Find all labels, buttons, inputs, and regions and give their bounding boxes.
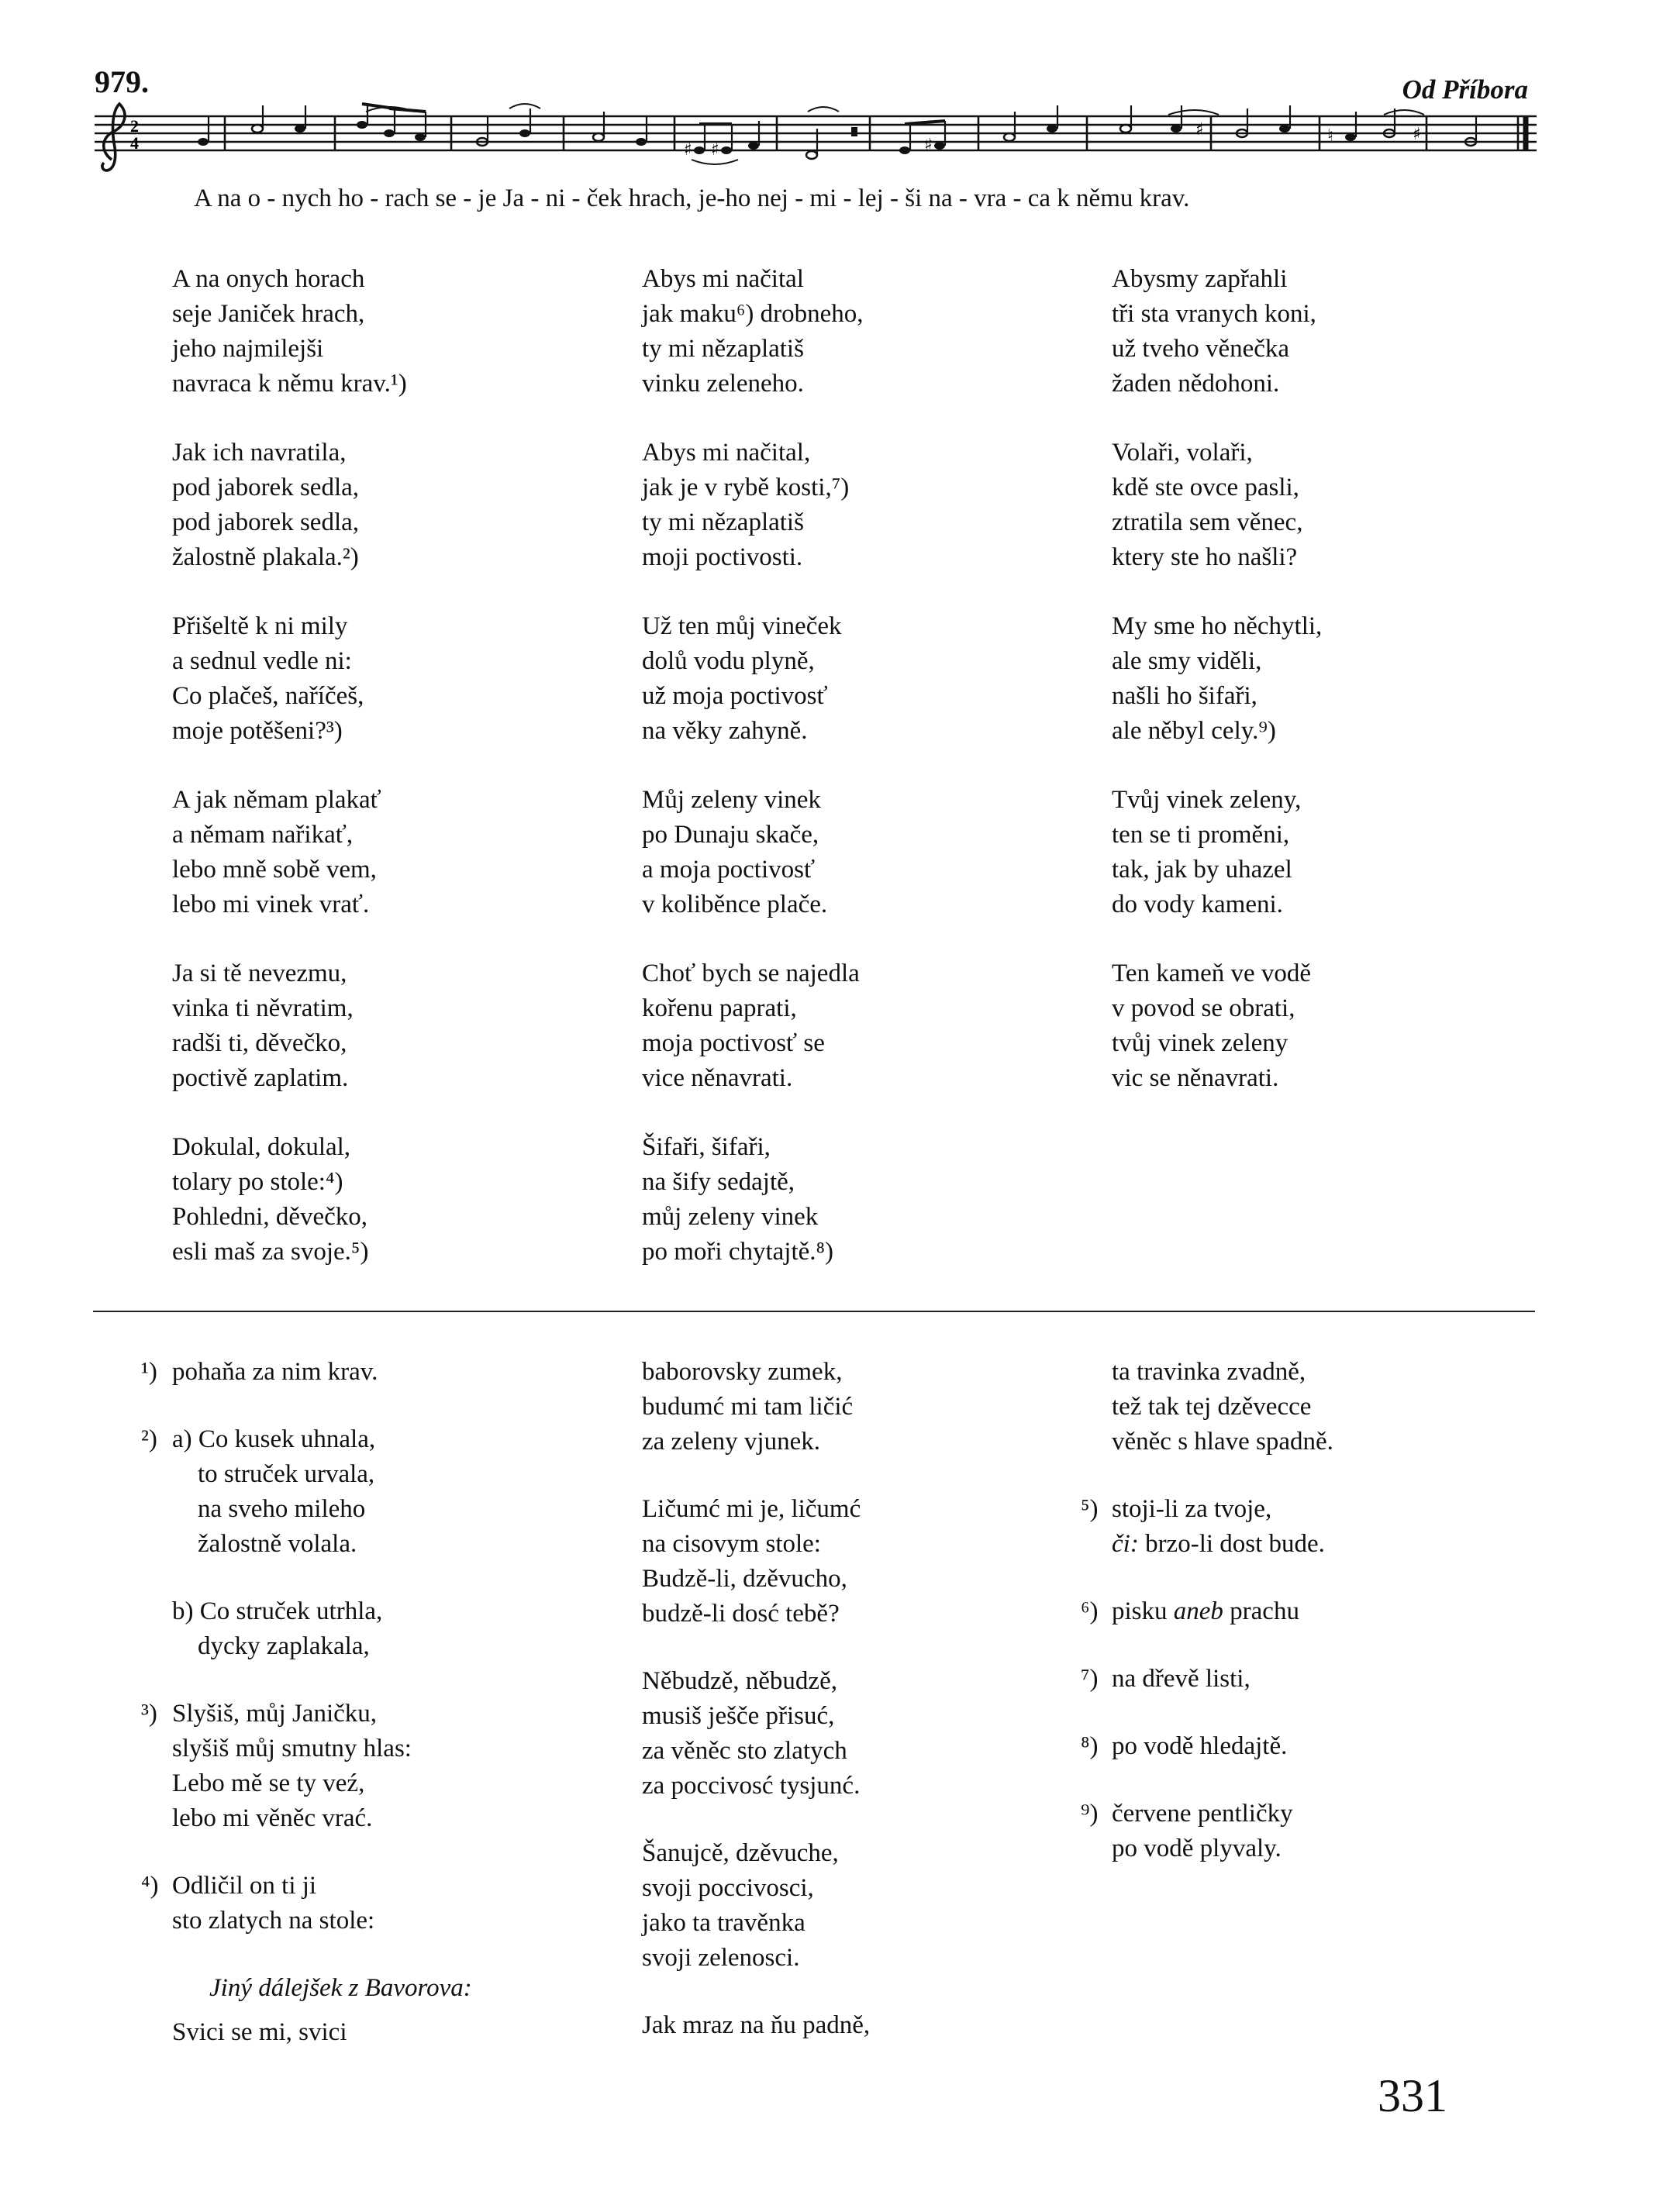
stanza bbox=[642, 262, 864, 401]
stanza bbox=[172, 956, 407, 1096]
text-line: za zeleny vjunek. bbox=[642, 1428, 820, 1456]
stanza bbox=[1112, 956, 1322, 1096]
text-line: slyšiš můj smutny hlas: bbox=[172, 1735, 412, 1762]
text-line: Už ten můj vineček bbox=[642, 612, 842, 640]
stanza bbox=[1112, 609, 1322, 749]
text-line bbox=[1112, 1594, 1333, 1629]
text-line: žaden nědohoni. bbox=[1112, 370, 1280, 398]
text-line: My sme ho něchytli, bbox=[1112, 612, 1323, 640]
text-line: jako ta travěnka bbox=[642, 1909, 806, 1937]
stanza bbox=[172, 436, 407, 575]
text-line: Odličil on ti ji bbox=[172, 1872, 317, 1900]
footnote-marker: ³) bbox=[141, 1700, 157, 1728]
text-line: pod jaborek sedla, bbox=[172, 508, 360, 536]
text-line: na sveho mileho bbox=[172, 1495, 366, 1523]
page-number: 331 bbox=[1378, 2070, 1447, 2121]
footnote-verse bbox=[642, 1355, 870, 1459]
footnote-marker: ⁸) bbox=[1081, 1732, 1099, 1760]
text-line: žalostně plakala.²) bbox=[172, 543, 359, 571]
svg-text:♯: ♯ bbox=[684, 140, 692, 160]
footnote bbox=[1081, 1594, 1333, 1629]
footnote-verse bbox=[642, 2008, 870, 2043]
text-line: radši ti, děvečko, bbox=[172, 1029, 347, 1057]
text-line: Jiný dálejšek z Bavorova: bbox=[209, 1974, 472, 2002]
footnote bbox=[1081, 1492, 1333, 1562]
text-line: Ten kameň ve vodě bbox=[1112, 960, 1312, 987]
text-line: baborovsky zumek, bbox=[642, 1358, 843, 1386]
stanza bbox=[1112, 436, 1322, 575]
treble-clef-icon bbox=[102, 104, 125, 171]
text-line: budumć mi tam ličić bbox=[642, 1393, 854, 1421]
text-line: svoji zelenosci. bbox=[642, 1944, 800, 1972]
text-line: Lebo mě se ty veź, bbox=[172, 1769, 365, 1797]
text-line: Ja si tě nevezmu, bbox=[172, 960, 347, 987]
svg-text:2: 2 bbox=[130, 116, 139, 136]
text-line: sto zlatych na stole: bbox=[172, 1907, 375, 1935]
footnote-verse bbox=[642, 1836, 870, 1976]
text-line: a) Co kusek uhnala, bbox=[172, 1425, 376, 1453]
stanza bbox=[642, 436, 864, 575]
text-line: v povod se obrati, bbox=[1112, 994, 1295, 1022]
stanza bbox=[1112, 262, 1322, 401]
text-line: budzě-li dosć tebě? bbox=[642, 1600, 840, 1628]
text-line: poctivě zaplatim. bbox=[172, 1064, 349, 1092]
stanza bbox=[172, 609, 407, 749]
text-line: už tveho věnečka bbox=[1112, 335, 1290, 363]
footnote-subheading-block bbox=[172, 1971, 472, 2050]
text-line: vice něnavrati. bbox=[642, 1064, 793, 1092]
text-line: Můj zeleny vinek bbox=[642, 786, 821, 814]
text-line: ale smy viděli, bbox=[1112, 647, 1262, 675]
text-line: Něbudzě, něbudzě, bbox=[642, 1667, 837, 1695]
footnote-column-2 bbox=[642, 1355, 870, 2076]
footnote-marker: ⁷) bbox=[1081, 1665, 1099, 1693]
footnote bbox=[172, 1594, 472, 1664]
text-line: Abysmy zapřahli bbox=[1112, 265, 1288, 293]
text-line: Pohledni, děvečko, bbox=[172, 1203, 368, 1231]
text-line: na šify sedajtě, bbox=[642, 1168, 795, 1196]
text-line: po vodě hledajtě. bbox=[1112, 1732, 1288, 1760]
text-line: ztratila sem věnec, bbox=[1112, 508, 1303, 536]
text: brzo-li dost bude. bbox=[1138, 1530, 1325, 1558]
text-line: za poccivosć tysjunć. bbox=[642, 1772, 861, 1800]
text-line: Volaři, volaři, bbox=[1112, 439, 1253, 467]
text-line: Dokulal, dokulal, bbox=[172, 1133, 351, 1161]
text-line: lebo mi vinek vrať. bbox=[172, 891, 370, 918]
text-line: v koliběnce plače. bbox=[642, 891, 828, 918]
footnote-verse bbox=[642, 1664, 870, 1804]
text: pisku bbox=[1112, 1597, 1174, 1625]
text-line: Přišeltě k ni mily bbox=[172, 612, 348, 640]
text-line: Šifaři, šifaři, bbox=[642, 1133, 771, 1161]
stanza-column-3 bbox=[1112, 262, 1322, 1130]
text-line: moje potěšeni?³) bbox=[172, 717, 343, 745]
text-line: stoji-li za tvoje, bbox=[1112, 1495, 1272, 1523]
text-line: seje Janiček hrach, bbox=[172, 300, 365, 328]
footnote-marker: ⁶) bbox=[1081, 1597, 1099, 1625]
text-line: po moři chytajtě.⁸) bbox=[642, 1238, 834, 1266]
text-line: na dřevě listi, bbox=[1112, 1665, 1251, 1693]
text-line: pohaňa za nim krav. bbox=[172, 1358, 378, 1386]
text-line: Ličumć mi je, ličumć bbox=[642, 1495, 861, 1523]
text-line: tolary po stole:⁴) bbox=[172, 1168, 343, 1196]
text-line: ktery ste ho našli? bbox=[1112, 543, 1298, 571]
text-line: vinku zeleneho. bbox=[642, 370, 804, 398]
footnote-marker: ¹) bbox=[141, 1358, 157, 1386]
stanza bbox=[172, 262, 407, 401]
song-number: 979. bbox=[95, 64, 149, 99]
text-line: A jak němam plakať bbox=[172, 786, 381, 814]
text-line: ty mi nězaplatiš bbox=[642, 508, 804, 536]
stanza bbox=[642, 1130, 864, 1270]
text-line: musiš ješče přisuć, bbox=[642, 1702, 835, 1730]
text-line: na cisovym stole: bbox=[642, 1530, 821, 1558]
text-line: Co plačeš, naříčeš, bbox=[172, 682, 364, 710]
footnote bbox=[1112, 1355, 1333, 1459]
melody-lyric-line: A na o - nych ho - rach se - je Ja - ni - ček hrach, je-ho nej - mi - lej - ši na - vra - ca k němu krav. bbox=[194, 184, 1190, 212]
footnote bbox=[141, 1355, 472, 1390]
text-line: lebo mi věněc vrać. bbox=[172, 1804, 373, 1832]
text-line: Abys mi načital, bbox=[642, 439, 811, 467]
text-line: Choť bych se najedla bbox=[642, 960, 860, 987]
text-line: Tvůj vinek zeleny, bbox=[1112, 786, 1302, 814]
song-origin: Od Příbora bbox=[1402, 74, 1528, 105]
footnote-marker: ⁴) bbox=[141, 1872, 159, 1900]
footnote bbox=[1081, 1662, 1333, 1697]
svg-text:♮: ♮ bbox=[1327, 126, 1333, 146]
text-line: kořenu paprati, bbox=[642, 994, 797, 1022]
text-line: žalostně volala. bbox=[172, 1530, 357, 1558]
footnote bbox=[141, 1422, 472, 1562]
text-line: tři sta vranych koni, bbox=[1112, 300, 1316, 328]
svg-text:♯: ♯ bbox=[924, 136, 933, 155]
text-line: esli maš za svoje.⁵) bbox=[172, 1238, 369, 1266]
text-line: tež tak tej dzěvecce bbox=[1112, 1393, 1312, 1421]
text-line: jak je v rybě kosti,⁷) bbox=[642, 474, 850, 501]
footnote-marker: ⁵) bbox=[1081, 1495, 1099, 1523]
music-staff bbox=[95, 101, 1537, 178]
text-line: jeho najmilejši bbox=[172, 335, 324, 363]
italic-text: či: bbox=[1112, 1530, 1139, 1558]
text-line: za věněc sto zlatych bbox=[642, 1737, 847, 1765]
text-line: ta travinka zvadně, bbox=[1112, 1358, 1306, 1386]
text-line: našli ho šifaři, bbox=[1112, 682, 1257, 710]
text-line: na věky zahyně. bbox=[642, 717, 808, 745]
stanza bbox=[172, 783, 407, 922]
text-line: Jak ich navratila, bbox=[172, 439, 347, 467]
text-line: ten se ti proměni, bbox=[1112, 821, 1290, 849]
text-line bbox=[1112, 1527, 1333, 1562]
stanza-column-2 bbox=[642, 262, 864, 1304]
stanza bbox=[1112, 783, 1322, 922]
text-line: Jak mraz na ňu padně, bbox=[642, 2011, 871, 2039]
footnote bbox=[1081, 1797, 1333, 1866]
footnote-divider bbox=[93, 1311, 1535, 1312]
text: prachu bbox=[1223, 1597, 1299, 1625]
stanza bbox=[642, 783, 864, 922]
text-line: ale něbyl cely.⁹) bbox=[1112, 717, 1276, 745]
stanza bbox=[172, 1130, 407, 1270]
text-line: dolů vodu plyně, bbox=[642, 647, 815, 675]
text-line: A na onych horach bbox=[172, 265, 365, 293]
text-line: Svici se mi, svici bbox=[172, 2018, 347, 2046]
text-line: Budzě-li, dzěvucho, bbox=[642, 1565, 847, 1593]
text-line: tak, jak by uhazel bbox=[1112, 856, 1292, 884]
text-line: Slyšiš, můj Janičku, bbox=[172, 1700, 378, 1728]
text-line: věněc s hlave spadně. bbox=[1112, 1428, 1333, 1456]
stanza-column-1 bbox=[172, 262, 407, 1304]
svg-text:♯: ♯ bbox=[1195, 120, 1204, 140]
stanza bbox=[642, 609, 864, 749]
svg-text:4: 4 bbox=[130, 133, 139, 153]
text-line: lebo mně sobě vem, bbox=[172, 856, 377, 884]
text-line: to struček urvala, bbox=[172, 1460, 375, 1488]
text-line: Šanujcě, dzěvuche, bbox=[642, 1839, 839, 1867]
footnote-column-1 bbox=[141, 1355, 472, 2083]
italic-text: aneb bbox=[1173, 1597, 1223, 1625]
text-line: tvůj vinek zeleny bbox=[1112, 1029, 1288, 1057]
text-line: kdě ste ovce pasli, bbox=[1112, 474, 1299, 501]
footnote-marker: ⁹) bbox=[1081, 1800, 1099, 1828]
text-line: červene pentličky bbox=[1112, 1800, 1293, 1828]
text-line: do vody kameni. bbox=[1112, 891, 1283, 918]
text-line: po vodě plyvaly. bbox=[1112, 1835, 1282, 1862]
text-line: a němam nařikať, bbox=[172, 821, 354, 849]
footnote-column-3 bbox=[1081, 1355, 1333, 1899]
text-line: a sednul vedle ni: bbox=[172, 647, 352, 675]
text-line: můj zeleny vinek bbox=[642, 1203, 819, 1231]
text-line: a moja poctivosť bbox=[642, 856, 816, 884]
text-line: ty mi nězaplatiš bbox=[642, 335, 804, 363]
footnote bbox=[1081, 1729, 1333, 1764]
text-line: navraca k němu krav.¹) bbox=[172, 370, 407, 398]
text-line: b) Co struček utrhla, bbox=[172, 1597, 383, 1625]
stanza bbox=[642, 956, 864, 1096]
text-line: už moja poctivosť bbox=[642, 682, 828, 710]
footnote bbox=[141, 1869, 472, 1938]
text-line: svoji poccivosci, bbox=[642, 1874, 814, 1902]
footnote bbox=[141, 1697, 472, 1836]
text-line: dycky zaplakala, bbox=[172, 1632, 370, 1660]
text-line: moji poctivosti. bbox=[642, 543, 803, 571]
footnote-verse bbox=[642, 1492, 870, 1631]
footnote-marker: ²) bbox=[141, 1425, 157, 1453]
svg-text:♯: ♯ bbox=[711, 140, 719, 160]
text-line: vinka ti něvratim, bbox=[172, 994, 354, 1022]
text-line: jak maku⁶) drobneho, bbox=[642, 300, 864, 328]
text-line: Abys mi načital bbox=[642, 265, 804, 293]
svg-text:♯: ♯ bbox=[1413, 125, 1421, 144]
text-line: vic se něnavrati. bbox=[1112, 1064, 1279, 1092]
text-line: po Dunaju skače, bbox=[642, 821, 819, 849]
text-line: pod jaborek sedla, bbox=[172, 474, 360, 501]
text-line: moja poctivosť se bbox=[642, 1029, 825, 1057]
